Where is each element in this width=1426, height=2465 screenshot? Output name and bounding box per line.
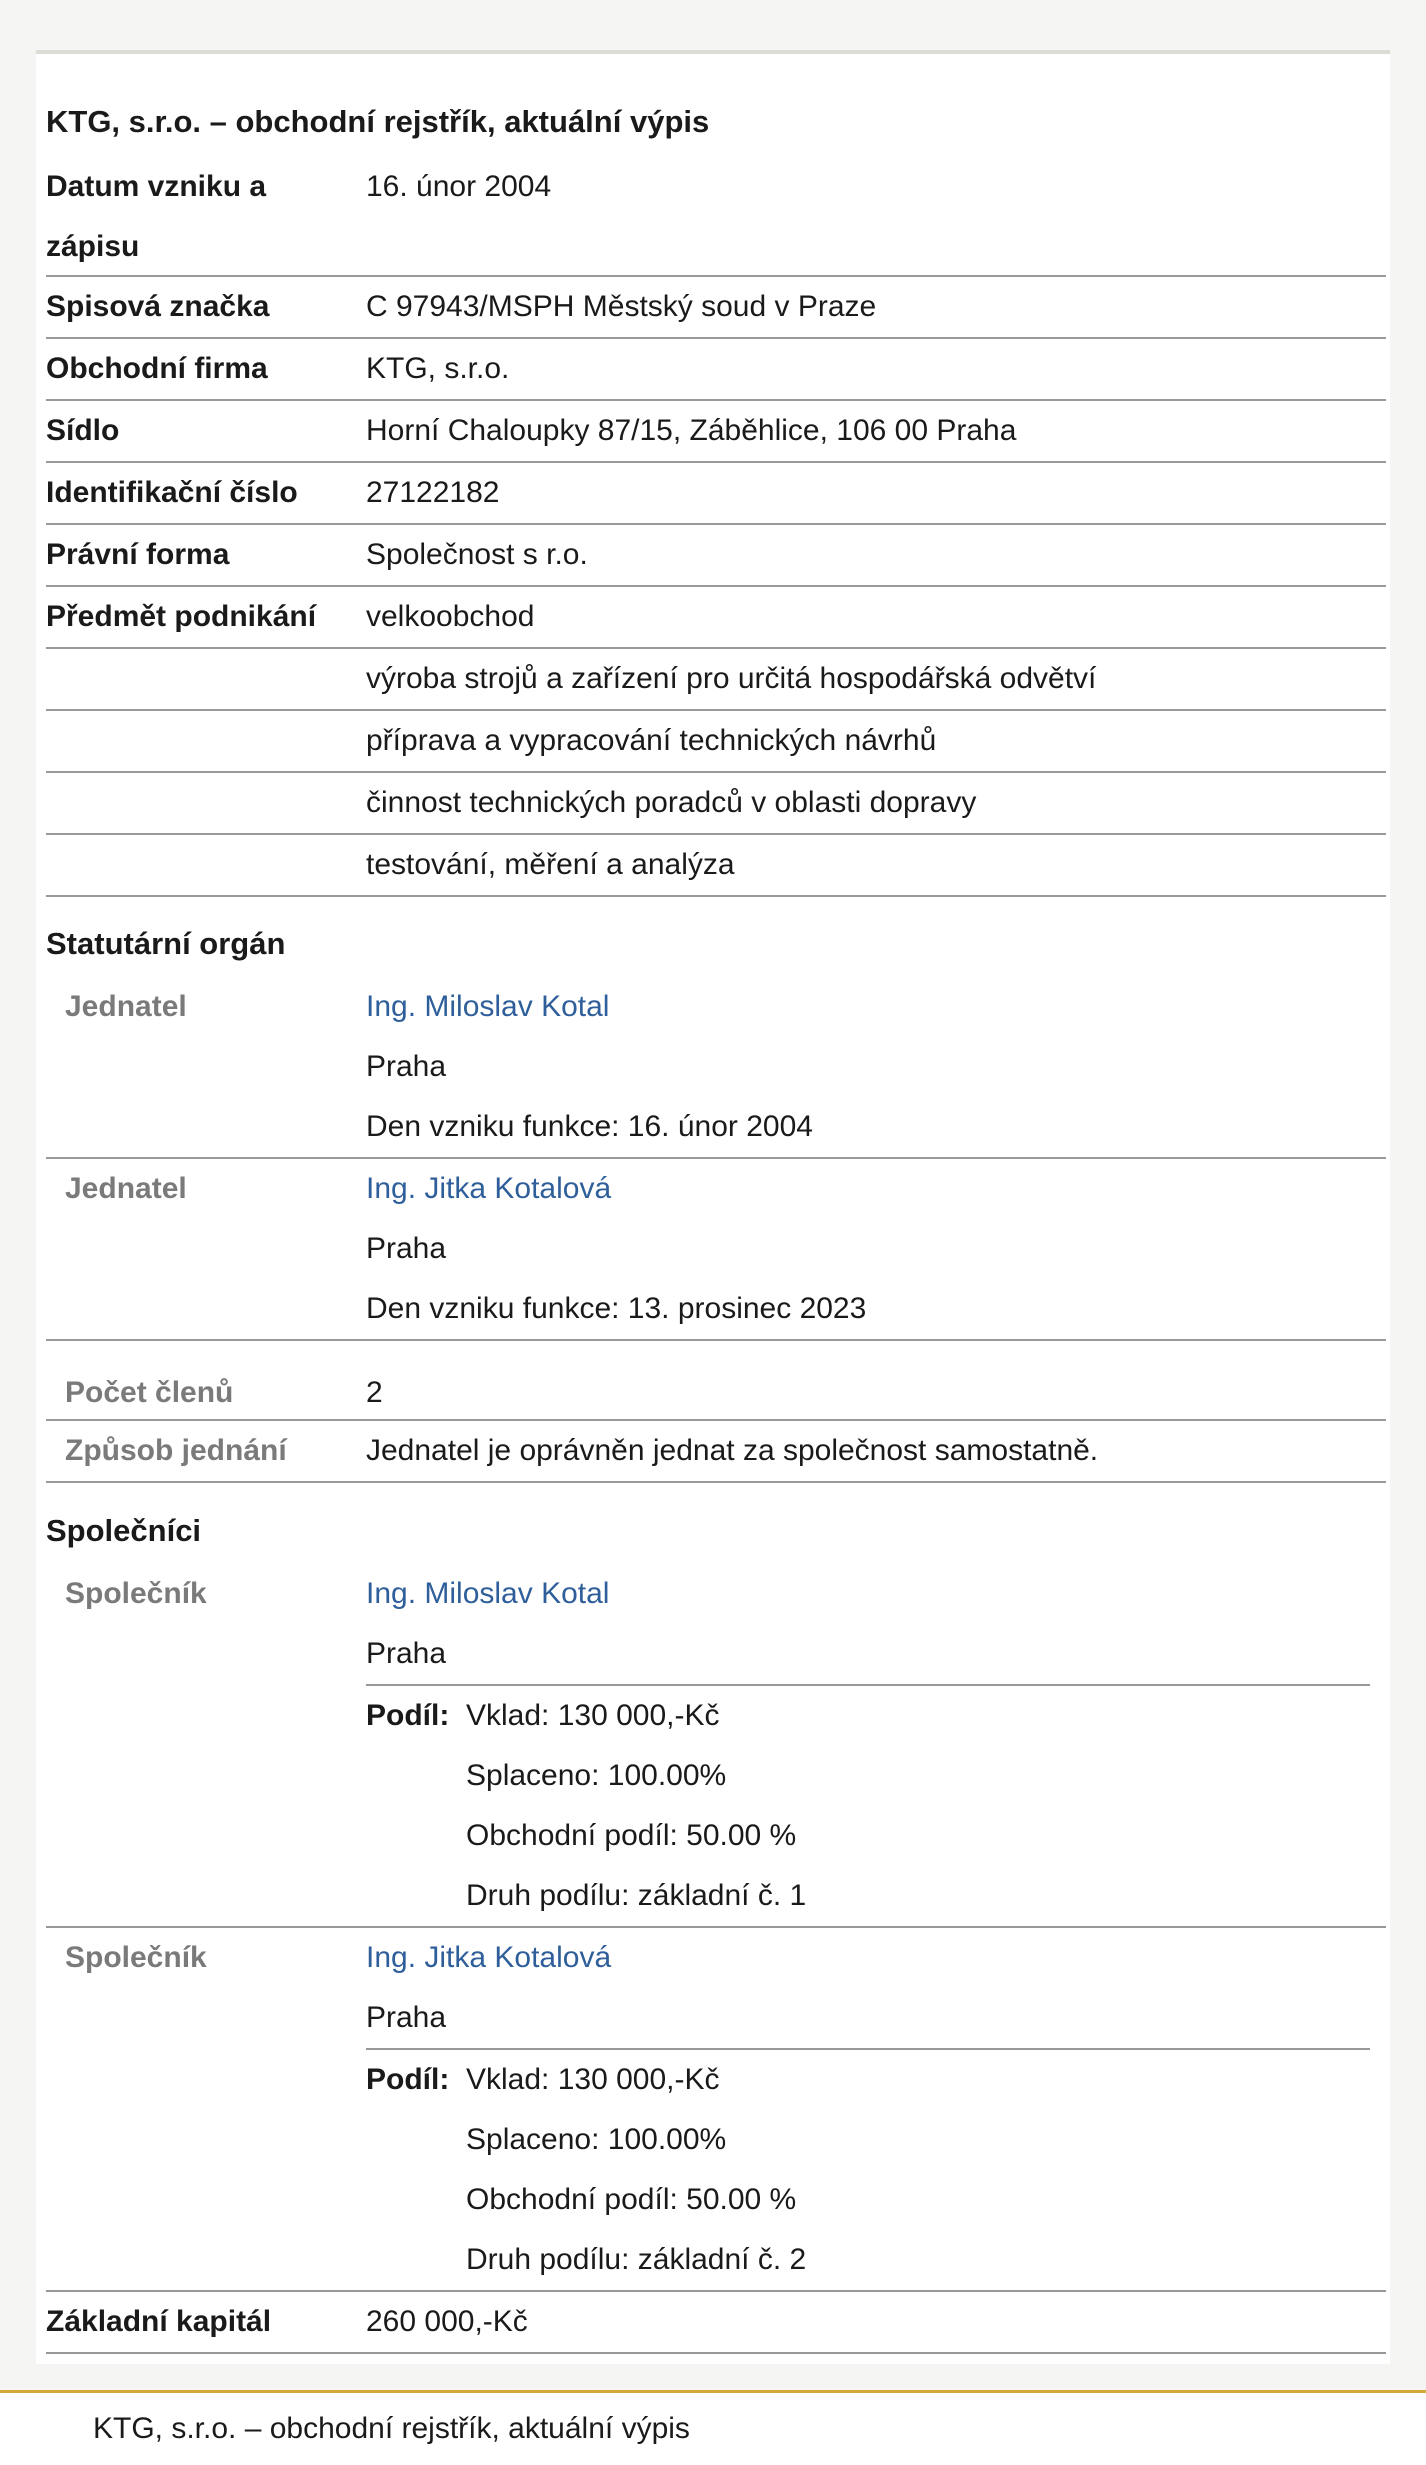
share-splaceno: Splaceno: 100.00% [466, 2123, 727, 2156]
row-zakladni-kapital [46, 2292, 1386, 2354]
row-predmet-item [46, 835, 1386, 897]
row-ico [46, 463, 1386, 525]
row-zpusob-jednani [46, 1421, 1386, 1483]
statutar-member-1 [46, 977, 1386, 1159]
row-datum-vzniku [46, 157, 1386, 277]
value-zpusob-jednani: Jednatel je oprávněn jednat za společnost samostatně. [366, 1434, 1099, 1467]
label-datum-vzniku: Datum vzniku a zápisu [46, 170, 267, 263]
person-link[interactable]: Ing. Miloslav Kotal [366, 1577, 610, 1610]
predmet-item: testování, měření a analýza [366, 848, 735, 881]
footer [0, 2390, 1426, 2465]
person-link[interactable]: Ing. Miloslav Kotal [366, 990, 610, 1023]
person-city: Praha [366, 1050, 447, 1083]
share-obchodni-podil: Obchodní podíl: 50.00 % [466, 1819, 797, 1852]
predmet-item: činnost technických poradců v oblasti dopravy [366, 786, 977, 819]
row-predmet-item [46, 649, 1386, 711]
row-obchodni-firma [46, 339, 1386, 401]
label-spisova-znacka: Spisová značka [46, 290, 270, 323]
person-city: Praha [366, 1232, 447, 1265]
function-since: Den vzniku funkce: 16. únor 2004 [366, 1110, 813, 1143]
share-obchodni-podil: Obchodní podíl: 50.00 % [466, 2183, 797, 2216]
share-label: Podíl: [366, 1699, 450, 1732]
row-pravni-forma [46, 525, 1386, 587]
member-details [366, 977, 813, 1157]
function-since: Den vzniku funkce: 13. prosinec 2023 [366, 1292, 867, 1325]
value-obchodni-firma: KTG, s.r.o. [366, 352, 510, 385]
value-spisova-znacka: C 97943/MSPH Městský soud v Praze [366, 290, 877, 323]
section-spolecnici: Společníci [46, 1513, 202, 1548]
role-label: Společník [65, 1577, 207, 1610]
share-druh-podilu: Druh podílu: základní č. 1 [466, 1879, 807, 1912]
spolecnik-1 [46, 1564, 1386, 1928]
role-label: Společník [65, 1941, 207, 1974]
value-pravni-forma: Společnost s r.o. [366, 538, 588, 571]
label-pravni-forma: Právní forma [46, 538, 230, 571]
label-predmet-podnikani: Předmět podnikání [46, 600, 317, 633]
member-details [366, 1564, 609, 1684]
member-details [366, 1928, 611, 2048]
label-obchodni-firma: Obchodní firma [46, 352, 268, 385]
register-extract-card [36, 50, 1390, 2364]
person-city: Praha [366, 2001, 447, 2034]
role-label: Jednatel [65, 990, 187, 1023]
value-ico: 27122182 [366, 476, 500, 509]
value-datum-vzniku: 16. únor 2004 [366, 170, 552, 203]
section-statutarni-organ: Statutární orgán [46, 926, 286, 961]
row-pocet-clenu [46, 1359, 1386, 1421]
label-pocet-clenu: Počet členů [65, 1376, 234, 1409]
statutar-member-2 [46, 1159, 1386, 1341]
row-sidlo [46, 401, 1386, 463]
value-pocet-clenu: 2 [366, 1376, 383, 1409]
predmet-item: velkoobchod [366, 600, 535, 633]
share-block [366, 2048, 1370, 2290]
share-label: Podíl: [366, 2063, 450, 2096]
row-spisova-znacka [46, 277, 1386, 339]
share-vklad: Vklad: 130 000,-Kč [466, 1699, 720, 1732]
share-splaceno: Splaceno: 100.00% [466, 1759, 727, 1792]
person-link[interactable]: Ing. Jitka Kotalová [366, 1941, 612, 1974]
member-details [366, 1159, 866, 1339]
value-sidlo: Horní Chaloupky 87/15, Záběhlice, 106 00 Praha [366, 414, 1017, 447]
footer-text: KTG, s.r.o. – obchodní rejstřík, aktuální výpis [93, 2412, 690, 2445]
label-zpusob-jednani: Způsob jednání [65, 1434, 287, 1467]
person-city: Praha [366, 1637, 447, 1670]
role-label: Jednatel [65, 1172, 187, 1205]
share-block [366, 1684, 1370, 1926]
value-zakladni-kapital: 260 000,-Kč [366, 2305, 528, 2338]
label-sidlo: Sídlo [46, 414, 120, 447]
row-predmet-podnikani [46, 587, 1386, 649]
row-predmet-item [46, 711, 1386, 773]
predmet-item: výroba strojů a zařízení pro určitá hospodářská odvětví [366, 662, 1097, 695]
person-link[interactable]: Ing. Jitka Kotalová [366, 1172, 612, 1205]
label-ico: Identifikační číslo [46, 476, 298, 509]
share-vklad: Vklad: 130 000,-Kč [466, 2063, 720, 2096]
share-lines [466, 1686, 806, 1926]
row-predmet-item [46, 773, 1386, 835]
label-zakladni-kapital: Základní kapitál [46, 2305, 272, 2338]
share-druh-podilu: Druh podílu: základní č. 2 [466, 2243, 807, 2276]
page-title: KTG, s.r.o. – obchodní rejstřík, aktuální výpis [46, 104, 710, 139]
share-lines [466, 2050, 806, 2290]
spolecnik-2 [46, 1928, 1386, 2292]
predmet-item: příprava a vypracování technických návrhů [366, 724, 937, 757]
